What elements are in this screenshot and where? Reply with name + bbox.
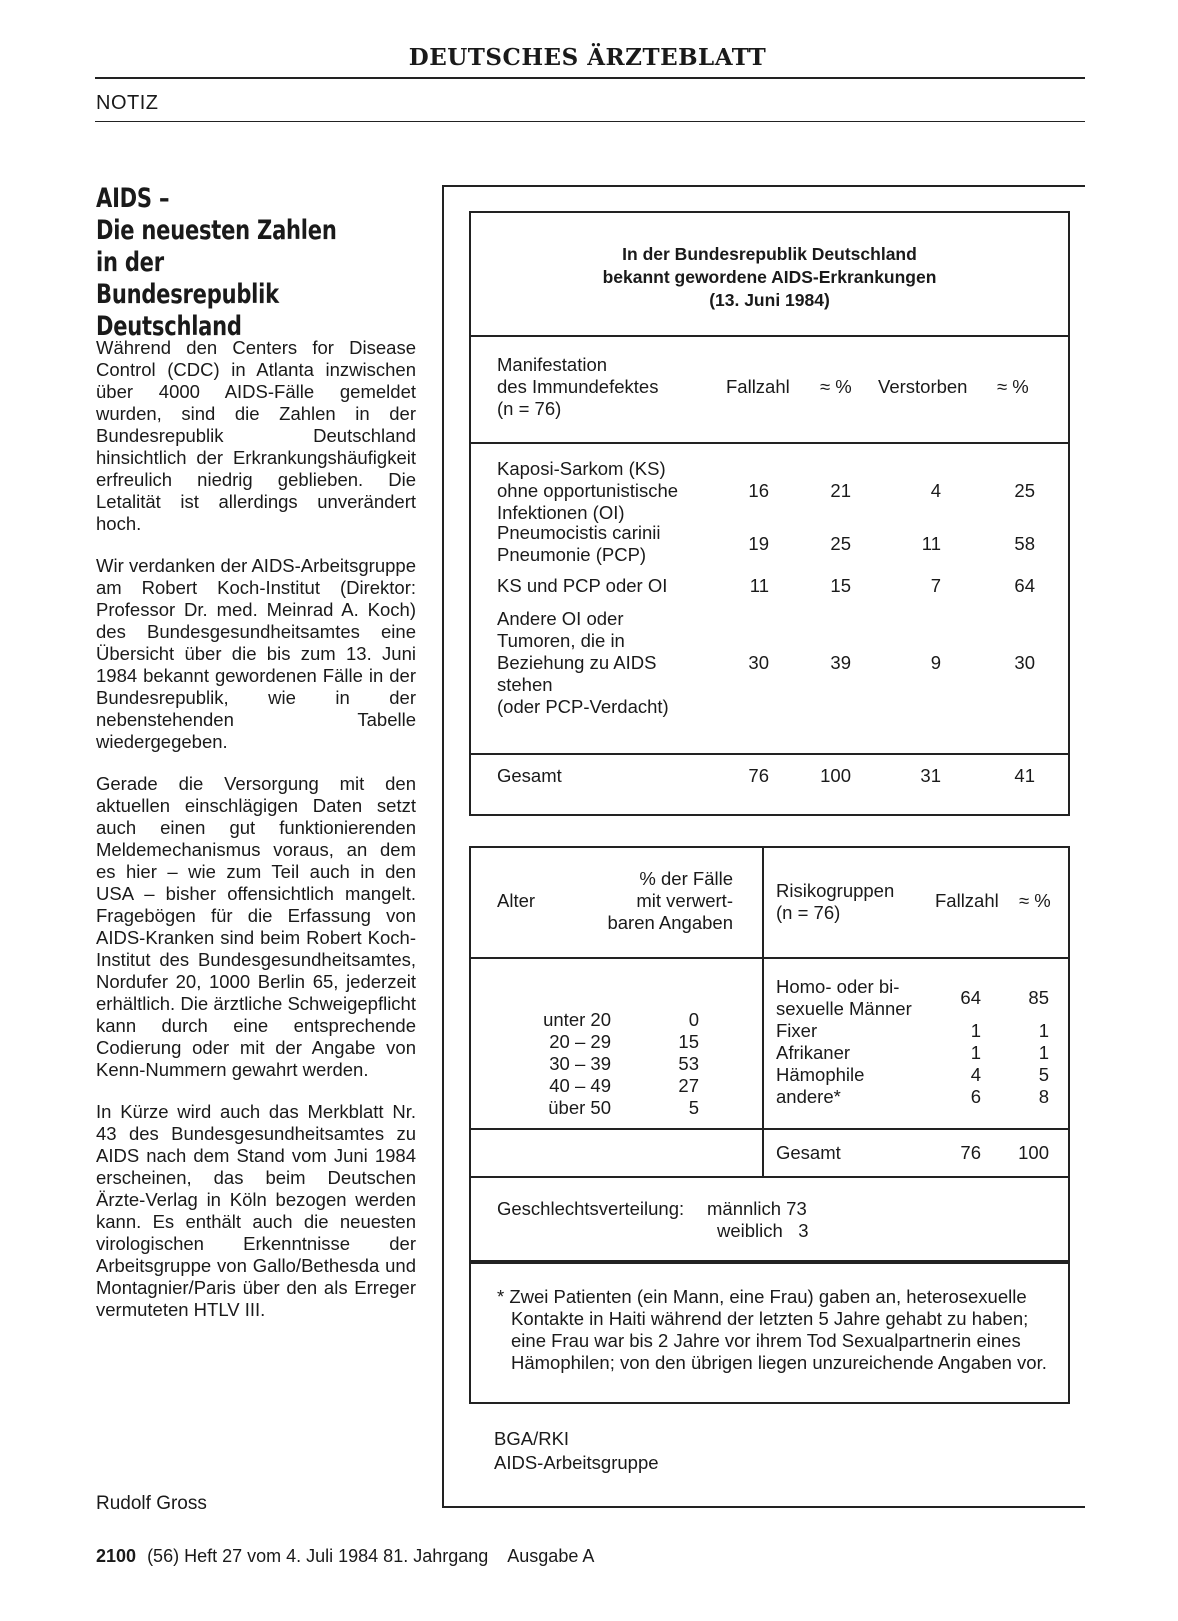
- cell-value: 30: [748, 652, 769, 673]
- section-rule: [95, 121, 1085, 122]
- col-header-pct: ≈ %: [820, 376, 852, 397]
- page-footer: [96, 1546, 594, 1567]
- cell-value: 11: [749, 575, 769, 596]
- col-header-verstorben: Verstorben: [878, 376, 968, 397]
- cell-value: 58: [1014, 533, 1035, 554]
- total-label: Gesamt: [497, 765, 562, 786]
- row-label: Pneumocistis carinii Pneumonie (PCP): [497, 522, 661, 565]
- box-border-bottom: [442, 1506, 1085, 1508]
- total-value: 31: [920, 765, 941, 786]
- cell-value: 25: [830, 533, 851, 554]
- total-value: 41: [1014, 765, 1035, 786]
- header-line: des Immundefektes: [497, 376, 659, 397]
- risk-row-label: Homo- oder bi- sexuelle Männer Fixer Afrikaner Hämophile andere*: [776, 976, 912, 1107]
- table-rule: [471, 957, 1068, 959]
- pct-values: 0 15 53 27 5: [678, 1009, 699, 1118]
- risk-pct-values: 1 1 5 8: [1038, 1020, 1049, 1107]
- risk-col-pct: ≈ %: [1019, 890, 1051, 911]
- source: BGA/RKI AIDS-Arbeitsgruppe: [494, 1428, 659, 1473]
- table-rule: [471, 753, 1068, 755]
- footnote: * Zwei Patienten (ein Mann, eine Frau) gaben an, heterosexuelle Kontakte in Haiti während der letzten 5 Jahre gehabt zu haben; eine Frau war bis 2 Jahre vor ihrem Tod Sexualpartnerin eines Hämophilen; von den übrigen liegen unzureichende Angaben vor.: [497, 1286, 1047, 1373]
- title-line: (13. Juni 1984): [709, 290, 830, 310]
- cell-value: 21: [830, 480, 851, 501]
- total-value: 76: [748, 765, 769, 786]
- manifestation-header: [497, 354, 658, 420]
- table-rule: [471, 1262, 1068, 1264]
- title-line: bekannt gewordene AIDS-Erkrankungen: [602, 267, 937, 287]
- author: Rudolf Gross: [96, 1493, 207, 1514]
- header-line: Manifestation: [497, 354, 608, 375]
- section-label: NOTIZ: [96, 92, 159, 114]
- table-rule: [471, 1176, 1068, 1178]
- risk-col-fallzahl: Fallzahl: [935, 890, 999, 911]
- cell-value: 19: [748, 533, 769, 554]
- sex-male: männlich 73: [707, 1198, 807, 1219]
- paragraph: Während den Centers for Disease Control (CDC) in Atlanta inzwischen über 4000 AIDS-Fälle gemeldet wurden, sind die Zahlen in der Bundesrepublik Deutschland hinsichtlich der Erkrankungshäufigkeit erfreulich niedrig geblieben. Die Letalität ist allerdings unverändert hoch.: [96, 337, 416, 534]
- box-border-left: [442, 185, 444, 1508]
- sex-distribution-label: Geschlechtsverteilung:: [497, 1198, 685, 1219]
- title-line: Deutschland: [96, 311, 242, 342]
- cell-value: 16: [748, 480, 769, 501]
- page-number: 2100: [96, 1546, 137, 1566]
- cell-value: 9: [930, 652, 941, 673]
- risk-n-value: 64: [960, 987, 981, 1008]
- cell-value: 64: [1014, 575, 1035, 596]
- cell-value: 39: [830, 652, 851, 673]
- title-line: in der Bundesrepublik: [96, 247, 279, 310]
- cases-table-title: [471, 243, 1068, 312]
- risk-header: Risikogruppen (n = 76): [776, 880, 895, 923]
- cell-value: 11: [921, 533, 941, 554]
- edition: Ausgabe A: [507, 1546, 595, 1566]
- row-label: Andere OI oder Tumoren, die in Beziehung zu AIDS stehen (oder PCP-Verdacht): [497, 608, 669, 717]
- header-line: (n = 76): [497, 398, 562, 419]
- table-rule: [471, 442, 1068, 444]
- masthead-rule: [95, 77, 1085, 79]
- pct-header: % der Fälle mit verwert- baren Angaben: [607, 868, 733, 933]
- row-label: KS und PCP oder OI: [497, 575, 668, 596]
- title-line: In der Bundesrepublik Deutschland: [622, 244, 917, 264]
- title-line: Die neuesten Zahlen: [96, 215, 337, 246]
- cell-value: 7: [930, 575, 941, 596]
- risk-total-label: Gesamt: [776, 1142, 841, 1163]
- paragraph: Wir verdanken der AIDS-Arbeitsgruppe am Robert Koch-Institut (Direktor: Professor Dr. med. Meinrad A. Koch) des Bundesgesundheitsamtes eine Übersicht über die bis zum 13. Juni 1984 bekannt gewordenen Fälle in der Bundesrepublik, wie in der nebenstehenden Tabelle wiedergegeben.: [96, 555, 416, 752]
- col-header-pct2: ≈ %: [997, 376, 1029, 397]
- article-body: [96, 337, 416, 1341]
- risk-pct-value: 85: [1028, 987, 1049, 1008]
- age-values: unter 20 20 – 29 30 – 39 40 – 49 über 50: [543, 1009, 611, 1118]
- masthead: DEUTSCHES ÄRZTEBLATT: [408, 44, 767, 71]
- table-rule: [471, 335, 1068, 337]
- paragraph: Gerade die Versorgung mit den aktuellen einschlägigen Daten setzt auch einen gut funktionierenden Meldemechanismus voraus, an dem es hier – wie zum Teil auch in den USA – bisher offensichtlich mangelt. Fragebögen für die Erfassung von AIDS-Kranken sind beim Robert Koch-Institut des Bundesgesundheitsamtes, Nordufer 20, 1000 Berlin 65, jederzeit erhältlich. Die ärztliche Schweigepflicht kann durch eine entsprechende Codierung oder mit der Angabe von Kenn-Nummern gewahrt werden.: [96, 773, 416, 1080]
- issue-info: (56) Heft 27 vom 4. Juli 1984 81. Jahrgang: [147, 1546, 489, 1566]
- box-border-top: [442, 185, 1085, 187]
- sex-female: weiblich 3: [717, 1220, 809, 1241]
- article-title: [96, 183, 353, 343]
- total-value: 100: [820, 765, 851, 786]
- age-risk-table: [469, 846, 1070, 1262]
- footnote-box: [469, 1262, 1070, 1404]
- table-rule: [471, 1128, 1068, 1130]
- cell-value: 4: [930, 480, 941, 501]
- col-header-fallzahl: Fallzahl: [726, 376, 790, 397]
- title-line: AIDS –: [96, 183, 170, 214]
- age-header: Alter: [497, 890, 536, 911]
- cell-value: 15: [830, 575, 851, 596]
- cell-value: 25: [1014, 480, 1035, 501]
- risk-total-pct: 100: [1018, 1142, 1049, 1163]
- cell-value: 30: [1014, 652, 1035, 673]
- row-label: Kaposi-Sarkom (KS) ohne opportunistische Infektionen (OI): [497, 458, 679, 523]
- paragraph: In Kürze wird auch das Merkblatt Nr. 43 des Bundesgesundheitsamtes zu AIDS nach dem Stand vom Juni 1984 erscheinen, das beim Deutschen Ärzte-Verlag in Köln bezogen werden kann. Es enthält auch die neuesten virologischen Erkenntnisse der Arbeitsgruppe von Gallo/Bethesda und Montagnier/Paris über den als Erreger vermuteten HTLV III.: [96, 1101, 416, 1320]
- cases-table: [469, 211, 1070, 816]
- risk-total-n: 76: [960, 1142, 981, 1163]
- risk-n-values: 1 1 4 6: [970, 1020, 981, 1107]
